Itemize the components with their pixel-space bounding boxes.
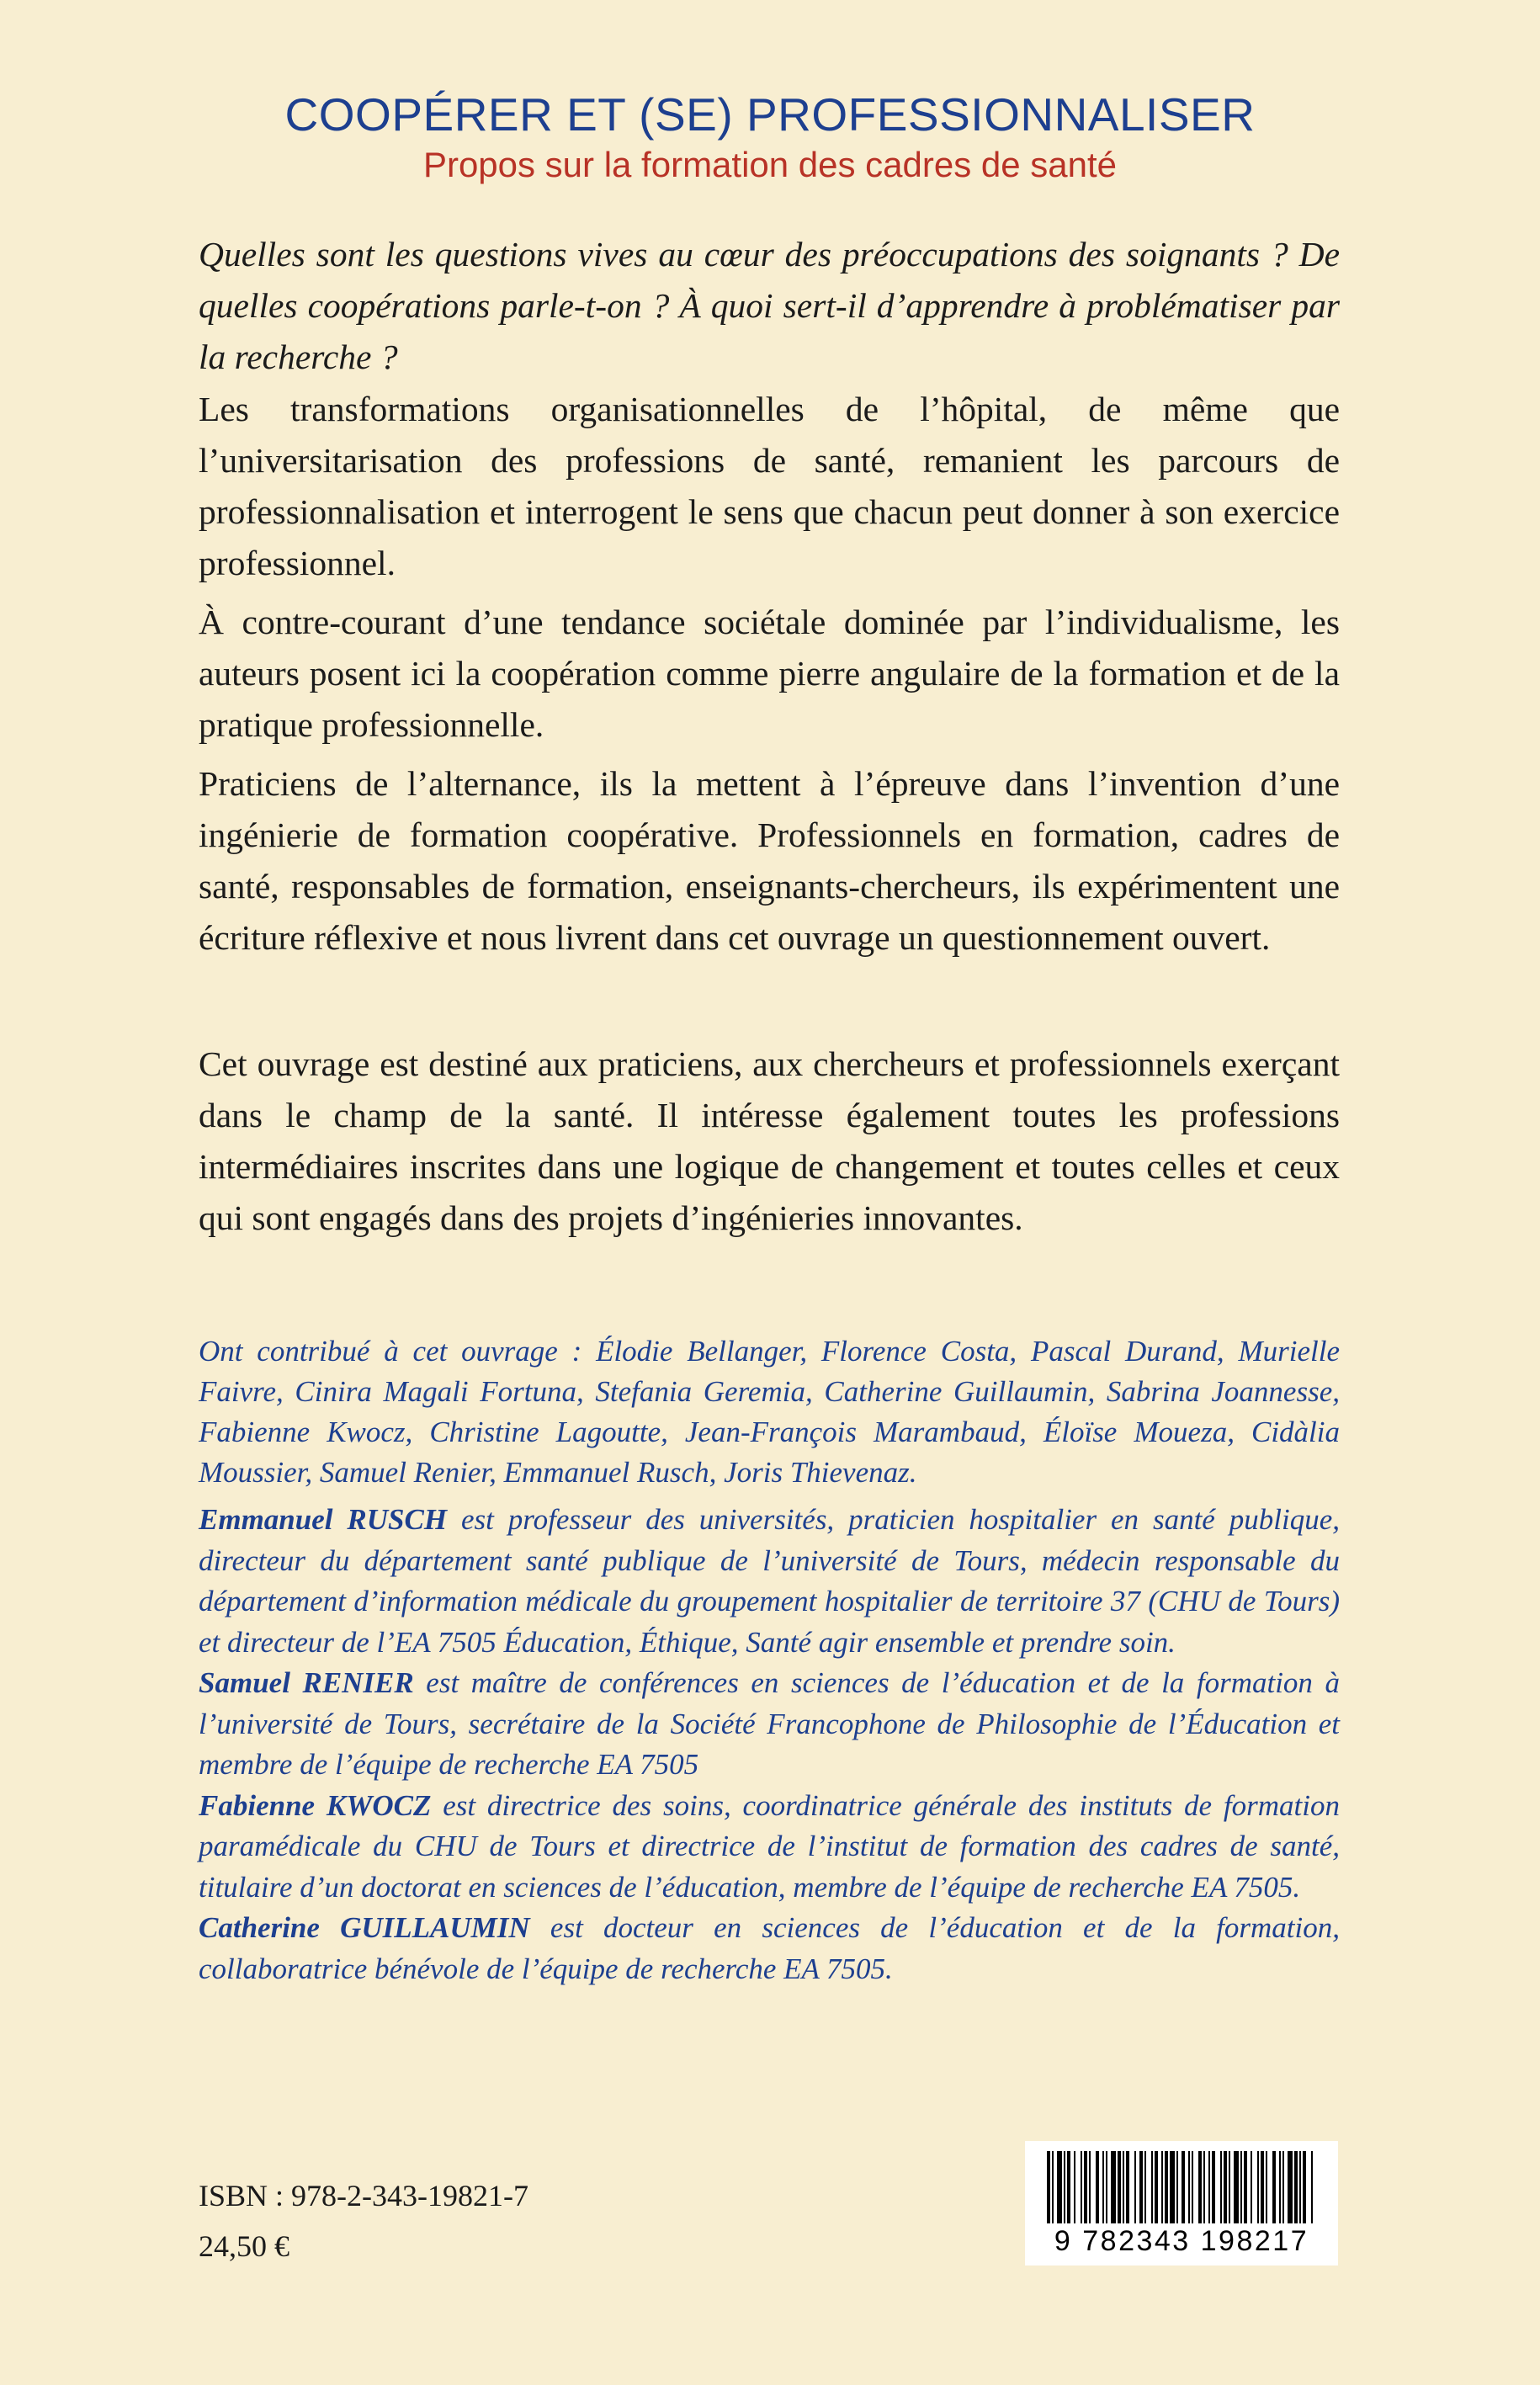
barcode-bar — [1203, 2151, 1205, 2223]
summary-paragraph: À contre-courant d’une tendance sociétale dominée par l’individualisme, les auteurs posent ici la coopération comme pierre angulaire de la formation et de la pratique professionnelle. — [199, 603, 1340, 744]
barcode-bar — [1161, 2151, 1163, 2223]
barcode-bar — [1084, 2151, 1087, 2223]
barcode-bar — [1299, 2151, 1301, 2223]
barcode-bar — [1311, 2151, 1313, 2223]
barcode-bar — [1224, 2151, 1227, 2223]
author-name: Catherine GUILLAUMIN — [199, 1911, 530, 1944]
barcode-bar — [1081, 2151, 1082, 2223]
barcode-bar — [1244, 2151, 1247, 2223]
barcode-bar — [1102, 2151, 1104, 2223]
barcode-bar — [1126, 2151, 1129, 2223]
author-bio — [199, 1500, 1340, 1663]
isbn: ISBN : 978-2-343-19821-7 — [199, 2179, 528, 2212]
intro-text: Quelles sont les questions vives au cœur des préoccupations des soignants ? De quelles coopérations parle-t-on ? À quoi sert-il d’apprendre à problématiser par la recherche ? — [199, 235, 1340, 376]
summary-paragraph: Praticiens de l’alternance, ils la mettent à l’épreuve dans l’invention d’une ingénierie de formation coopérative. Professionnels en formation, cadres de santé, responsables de formation, enseignants-chercheurs, ils expérimentent une écriture réflexive et nous livrent dans cet ouvrage un questionnement ouvert. — [199, 764, 1340, 957]
barcode-bar — [1272, 2151, 1276, 2223]
author-bio — [199, 1908, 1340, 1989]
barcode-bar — [1096, 2151, 1099, 2223]
barcode — [1025, 2141, 1338, 2265]
barcode-bar — [1089, 2151, 1091, 2223]
barcode-bar — [1106, 2151, 1107, 2223]
book-title: COOPÉRER ET (SE) PROFESSIONNALISER — [284, 88, 1256, 141]
barcode-bar — [1144, 2151, 1146, 2223]
barcode-bar — [1261, 2151, 1264, 2223]
author-description: est docteur en sciences de l’éducation et de la formation, collaboratrice bénévole de l’équipe de recherche EA 7505. — [199, 1911, 1341, 1985]
barcode-bar — [1220, 2151, 1222, 2223]
barcode-bar — [1282, 2151, 1284, 2223]
barcode-bar — [1118, 2151, 1121, 2223]
barcode-bar — [1165, 2151, 1168, 2223]
summary-paragraph: Les transformations organisationnelles de l’hôpital, de même que l’universitarisation des professions de santé, remanient les parcours de professionnalisation et interrogent le sens que chacun peut donner à son exercice professionnel. — [199, 390, 1340, 582]
barcode-bar — [1170, 2151, 1175, 2223]
barcode-bar — [1208, 2151, 1210, 2223]
barcode-bar — [1123, 2151, 1124, 2223]
barcode-bar — [1064, 2151, 1065, 2223]
author-bio — [199, 1786, 1340, 1909]
author-description: est professeur des universités, praticien hospitalier en santé publique, directeur du département santé publique de l’université de Tours, médecin responsable du département d’information médicale du groupement hospitalier de territoire 37 (CHU de Tours) et directeur de l’EA 7505 Éducation, Éthique, Santé agir ensemble et prendre soin. — [199, 1503, 1340, 1659]
barcode-bar — [1052, 2151, 1054, 2223]
contributors-list: Ont contribué à cet ouvrage : Élodie Bellanger, Florence Costa, Pascal Durand, Murielle Faivre, Cinira Magali Fortuna, Stefania Geremia, Catherine Guillaumin, Sabrina Joannesse, Fabienne Kwocz, Christine Lagoutte, Jean-François Marambaud, Éloïse Moueza, Cidàlia Moussier, Samuel Renier, Emmanuel Rusch, Joris Thievenaz. — [199, 1335, 1340, 1489]
barcode-bar — [1182, 2151, 1185, 2223]
barcode-bar — [1067, 2151, 1070, 2223]
author-name: Emmanuel RUSCH — [199, 1503, 448, 1536]
barcode-bar — [1192, 2151, 1193, 2223]
barcode-bar — [1266, 2151, 1267, 2223]
author-description: est directrice des soins, coordinatrice générale des instituts de formation paramédicale du CHU de Tours et directrice de l’institut de formation des cadres de santé, titulaire d’un doctorat en sciences de l’éducation, membre de l’équipe de recherche EA 7505. — [199, 1788, 1340, 1904]
barcode-bar — [1111, 2151, 1116, 2223]
barcode-bar — [1229, 2151, 1230, 2223]
price: 24,50 € — [199, 2229, 289, 2263]
summary — [199, 384, 1340, 964]
audience-section — [199, 1038, 1340, 1244]
barcode-bar — [1074, 2151, 1075, 2223]
intro-questions — [199, 229, 1340, 383]
author-bios — [199, 1500, 1340, 1989]
barcode-bar — [1188, 2151, 1190, 2223]
author-name: Fabienne KWOCZ — [199, 1788, 432, 1822]
barcode-bar — [1240, 2151, 1242, 2223]
barcode-bar — [1279, 2151, 1281, 2223]
audience-text: Cet ouvrage est destiné aux praticiens, aux chercheurs et professionnels exerçant dans le champ de la santé. Il intéresse également toutes les professions intermédiaires inscrites dans une logique de changement et toutes celles et ceux qui sont engagés dans des projets d’ingénieries innovantes. — [199, 1044, 1340, 1237]
barcode-bar — [1288, 2151, 1293, 2223]
barcode-bar — [1251, 2151, 1252, 2223]
barcode-bar — [1257, 2151, 1259, 2223]
book-subtitle: Propos sur la formation des cadres de santé — [422, 145, 1118, 184]
author-bio — [199, 1663, 1340, 1786]
barcode-bar — [1303, 2151, 1306, 2223]
barcode-bar — [1057, 2151, 1062, 2223]
barcode-digits: 9 782343 198217 — [1054, 2225, 1309, 2257]
barcode-bar — [1176, 2151, 1178, 2223]
barcode-bar — [1198, 2151, 1202, 2223]
author-description: est maître de conférences en sciences de l’éducation et de la formation à l’université de Tours, secrétaire de la Société Francophone de Philosophie de l’Éducation et membre de l’équipe de recherche EA 7505 — [199, 1666, 1340, 1781]
barcode-bar — [1212, 2151, 1215, 2223]
barcode-bar — [1234, 2151, 1239, 2223]
barcode-bar — [1134, 2151, 1136, 2223]
barcode-bar — [1139, 2151, 1143, 2223]
barcode-bar — [1151, 2151, 1153, 2223]
author-name: Samuel RENIER — [199, 1666, 414, 1699]
barcode-bar — [1155, 2151, 1158, 2223]
barcode-bar — [1294, 2151, 1298, 2223]
barcode-bar — [1047, 2151, 1050, 2223]
